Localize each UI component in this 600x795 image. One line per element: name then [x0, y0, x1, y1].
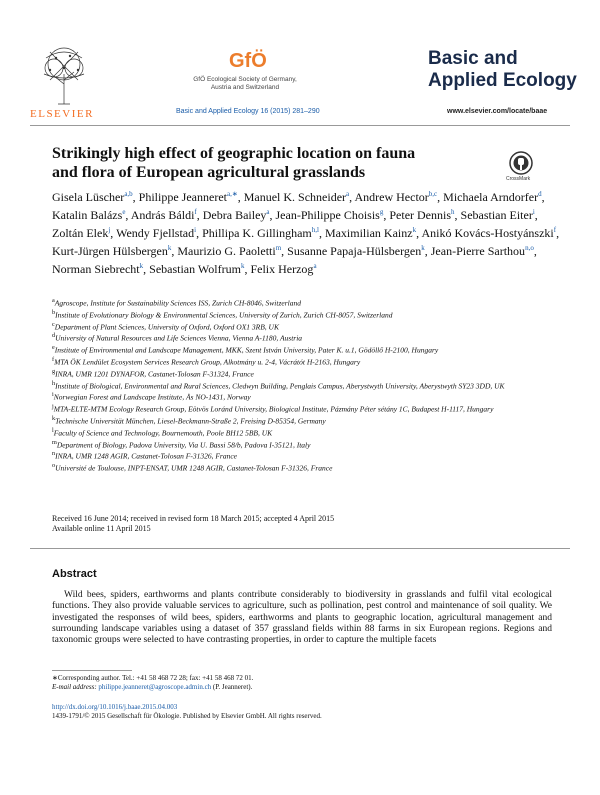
affiliation: [52, 438, 572, 450]
author-affiliation-mark[interactable]: f: [194, 208, 197, 216]
affiliation-text: Technische Universität München, Liesel-Beckmann-Straße 2, Freising D-85354, Germany: [55, 416, 326, 426]
affiliation-label: o: [52, 462, 56, 470]
affiliation-text: INRA, UMR 1248 AGIR, Castanet-Tolosan F-31326, France: [55, 451, 237, 461]
corresponding-author-note: ∗Corresponding author. Tel.: +41 58 468 72 28; fax: +41 58 468 72 01.: [52, 674, 254, 682]
affiliation-label: j: [52, 403, 54, 411]
author-affiliation-mark[interactable]: e: [122, 208, 126, 216]
affiliation: [52, 367, 572, 379]
article-history: [52, 514, 552, 534]
affiliation-label: c: [52, 320, 55, 328]
author-affiliation-mark[interactable]: k: [167, 244, 172, 252]
author-affiliation-mark[interactable]: g: [379, 208, 384, 216]
author-affiliation-mark[interactable]: f: [553, 226, 557, 234]
author-affiliation-mark[interactable]: k: [240, 262, 245, 270]
author: Jean-Philippe Choisis: [275, 208, 380, 222]
affiliation-text: University of Natural Resources and Life Sciences Vienna, Vienna A-1180, Austria: [55, 333, 303, 343]
author: Zoltán Elek: [52, 226, 109, 240]
author-affiliation-mark[interactable]: a: [313, 262, 317, 270]
author: Wendy Fjellstad: [116, 226, 195, 240]
author-affiliation-mark[interactable]: d: [538, 190, 542, 198]
author: Andrew Hector: [354, 190, 429, 204]
society-logo: GfÖ: [229, 50, 267, 72]
author: Debra Bailey: [202, 208, 267, 222]
crossmark-label: CrossMark: [506, 176, 531, 182]
author: András Báldi: [130, 208, 195, 222]
journal-url[interactable]: www.elsevier.com/locate/baae: [447, 108, 548, 115]
author: Susanne Papaja-Hülsbergen: [287, 244, 422, 258]
affiliation: [52, 343, 572, 355]
author-affiliation-mark[interactable]: m: [275, 244, 282, 252]
affiliation: [52, 426, 572, 438]
header-divider: [30, 125, 570, 126]
affiliation-text: Université de Toulouse, INPT-ENSAT, UMR 1248 AGIR, Castanet-Tolosan F-31326, France: [55, 463, 333, 473]
email-suffix: (P. Jeanneret).: [212, 683, 253, 691]
author-affiliation-mark[interactable]: b,c: [428, 190, 438, 198]
affiliation-text: Faculty of Science and Technology, Bournemouth, Poole BH12 5BB, UK: [53, 428, 273, 438]
author-affiliation-mark[interactable]: k: [139, 262, 144, 270]
affiliation-text: Department of Plant Sciences, University of Oxford, Oxford OX1 3RB, UK: [54, 322, 279, 332]
author-affiliation-mark[interactable]: h: [451, 208, 455, 216]
section-divider: [30, 548, 570, 549]
article-title: Strikingly high effect of geographic location on fauna and flora of European agricultural grasslands: [52, 145, 416, 181]
author-affiliation-mark[interactable]: a,∗: [226, 190, 238, 198]
journal-citation[interactable]: Basic and Applied Ecology 16 (2015) 281–290: [176, 108, 320, 115]
affiliation-label: l: [52, 426, 54, 434]
author: Anikó Kovács-Hostyánszki: [421, 226, 554, 240]
affiliation-text: Department of Biology, Padova University, Via U. Bassi 58/b, Padova I-35121, Italy: [56, 440, 311, 450]
affiliation-label: i: [52, 391, 54, 399]
affiliation-label: h: [52, 379, 56, 387]
affiliation: [52, 308, 572, 320]
email-link[interactable]: philippe.jeanneret@agroscope.admin.ch: [98, 683, 212, 691]
author-list: Gisela Lüscher$^{a,b}$, Philippe Jeanneret$^{a,∗}$, Manuel K. Schneider$^a$, Andrew Hector$^{b,c}$, Michaela Arndorfer$^d$, Katalin Balázs$^e$, András Báldi$^f$, Debra Bailey$^a$, Jean-Philippe Choisis$^g$, Peter Dennis$^h$, Sebastian Eiter$^i$, Zoltán Elek$^j$, Wendy Fjellstad$^i$, Phillipa K. Gillingham$^{h,l}$, Maximilian Kainz$^k$, Anikó Kovács-Hostyánszki$^f$, Kurt-Jürgen Hülsbergen$^k$, Maurizio G. Paoletti$^m$, Susanne Papaja-Hülsbergen$^k$, Jean-Pierre Sarthou$^{n,o}$, Norman Siebrecht$^k$, Sebastian Wolfrum$^k$, Felix Herzog$^a$: [52, 190, 560, 276]
author-affiliation-mark[interactable]: a: [266, 208, 270, 216]
crossmark-icon[interactable]: [509, 151, 533, 175]
affiliation-text: INRA, UMR 1201 DYNAFOR, Castanet-Tolosan F-31324, France: [55, 369, 254, 379]
affiliation-list: [52, 296, 572, 473]
author: Michaela Arndorfer: [443, 190, 539, 204]
affiliation: [52, 296, 572, 308]
author-affiliation-mark[interactable]: a: [346, 190, 350, 198]
author-affiliation-mark[interactable]: i: [532, 208, 535, 216]
affiliation-label: a: [52, 297, 55, 304]
abstract-heading: Abstract: [52, 568, 97, 580]
author: Phillipa K. Gillingham: [202, 226, 312, 240]
author-affiliation-mark[interactable]: j: [108, 226, 111, 234]
elsevier-tree-logo-icon: [36, 44, 92, 106]
society-name: [190, 76, 300, 92]
affiliation: [52, 390, 572, 402]
author: Maximilian Kainz: [324, 226, 413, 240]
author: Sebastian Eiter: [460, 208, 533, 222]
author: Kurt-Jürgen Hülsbergen: [52, 244, 168, 258]
email-line: [52, 683, 552, 692]
journal-title-line: Applied Ecology: [428, 70, 577, 91]
author: Peter Dennis: [389, 208, 452, 222]
affiliation-text: Norwegian Forest and Landscape Institute, Ås NO-1431, Norway: [53, 392, 251, 402]
affiliation-label: d: [52, 332, 56, 340]
affiliation-text: MTA-ELTE-MTM Ecology Research Group, Eötvös Loránd University, Biological Institute, Pázmány Péter sétány 1C, Budapest H-1117, Hungary: [53, 404, 494, 414]
author: Maurizio G. Paoletti: [177, 244, 276, 258]
affiliation-label: g: [52, 367, 56, 375]
affiliation: [52, 379, 572, 391]
journal-title-line: Basic and: [428, 48, 518, 69]
author: Felix Herzog: [250, 262, 314, 276]
affiliation: [52, 331, 572, 343]
affiliation-label: e: [52, 344, 55, 352]
affiliation-label: m: [52, 438, 57, 446]
affiliation-text: Institute of Environmental and Landscape Management, MKK, Szent István University, Pater K. u.1, Gödöllő H-2100, Hungary: [54, 345, 439, 355]
author: Manuel K. Schneider: [243, 190, 347, 204]
affiliation: [52, 355, 572, 367]
author: Philippe Jeanneret: [138, 190, 227, 204]
affiliation-text: Agroscope, Institute for Sustainability Sciences ISS, Zurich CH-8046, Switzerland: [54, 298, 301, 308]
author-affiliation-mark[interactable]: k: [421, 244, 425, 252]
society-name-line: Austria and Switzerland: [210, 84, 280, 91]
email-label: E-mail address:: [52, 683, 97, 691]
publisher-name: ELSEVIER: [30, 108, 94, 120]
doi-link[interactable]: http://dx.doi.org/10.1016/j.baae.2015.04.003: [52, 703, 178, 711]
affiliation-label: f: [52, 355, 55, 363]
author: Katalin Balázs: [52, 208, 123, 222]
footnote-divider: [52, 670, 132, 671]
author: Gisela Lüscher: [52, 190, 125, 204]
affiliation-label: k: [52, 414, 56, 422]
affiliation: [52, 414, 572, 426]
affiliation: [52, 320, 572, 332]
society-name-line: GfÖ Ecological Society of Germany,: [193, 76, 297, 83]
author-affiliation-mark[interactable]: n,o: [525, 244, 534, 252]
affiliation: [52, 449, 572, 461]
author: Jean-Pierre Sarthou: [430, 244, 526, 258]
affiliation-label: n: [52, 450, 56, 458]
affiliation-label: b: [52, 308, 56, 316]
author: Sebastian Wolfrum: [149, 262, 241, 276]
author-affiliation-mark[interactable]: i: [194, 226, 197, 234]
affiliation-text: Institute of Biological, Environmental and Rural Sciences, Cledwyn Building, Penglais Campus, Aberystwyth University, Aberystwyth SY23 3DD, UK: [55, 381, 505, 391]
journal-title: [428, 48, 577, 92]
footnote: [52, 674, 552, 692]
abstract-text: Wild bees, spiders, earthworms and plants contribute considerably to biodiversity in grasslands and fulfil vital ecological functions. They also provide valuable services to agriculture, such as pollination, pest control and maintenance of soil quality. We investigated the responses of wild bees, spiders, earthworms and plants to geographic location, agricultural management and surrounding landscape variables using a dataset of 357 grassland fields within 88 farms in six European regions. Regions and taxonomic groups were selected to have contrasting properties, in order to capture the multiple facets: [52, 590, 552, 646]
affiliation: [52, 402, 572, 414]
available-line: Available online 11 April 2015: [52, 524, 151, 533]
doi-block: [52, 703, 552, 721]
received-line: Received 16 June 2014; received in revised form 18 March 2015; accepted 4 April 2015: [52, 514, 335, 523]
affiliation: [52, 461, 572, 473]
author-affiliation-mark[interactable]: k: [412, 226, 417, 234]
author-affiliation-mark[interactable]: h,l: [311, 226, 319, 234]
author-affiliation-mark[interactable]: a,b: [124, 190, 133, 198]
affiliation-text: Institute of Evolutionary Biology & Environmental Sciences, University of Zurich, Zurich CH-8057, Switzerland: [55, 310, 393, 320]
affiliation-text: MTA ÖK Lendület Ecosystem Services Research Group, Alkotmány u. 2-4, Vácrátót H-2163, Hungary: [54, 357, 361, 367]
author: Norman Siebrecht: [52, 262, 140, 276]
copyright-line: 1439-1791/© 2015 Gesellschaft für Ökologie. Published by Elsevier GmbH. All rights reserved.: [52, 712, 322, 720]
